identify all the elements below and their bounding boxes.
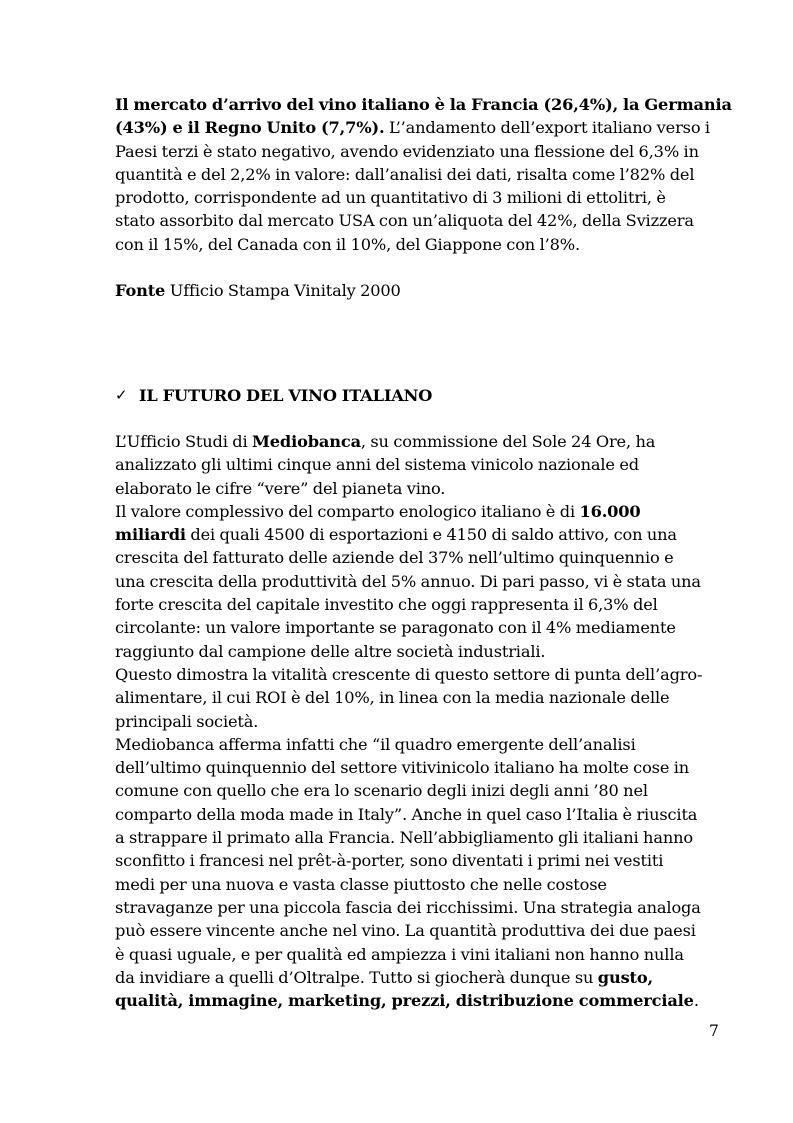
text-line: elaborato le cifre “vere” del pianeta vino. [115,478,446,498]
text-line: alimentare, il cui ROI è del 10%, in linea con la media nazionale delle [115,688,670,708]
bold-text: (43%) e il Regno Unito (7,7%). [115,118,385,138]
paragraph-market [115,93,732,256]
text-line: Paesi terzi è stato negativo, avendo evidenziato una flessione del 6,3% in [115,141,699,161]
section-heading [115,384,715,407]
text-line: qualità, immagine, marketing, prezzi, distribuzione commerciale. [115,991,699,1011]
text-line: raggiunto dal campione delle altre società industriali. [115,641,546,661]
checkmark-icon: ✓ [115,385,128,404]
text-line: quantità e del 2,2% in valore: dall’analisi dei dati, risalta come l’82% del [115,164,695,184]
plain-text: L’’andamento dell’export italiano verso i [384,118,710,138]
text-line: a strappare il primato alla Francia. Nell’abbigliamento gli italiani hanno [115,828,693,848]
bold-text: qualità, immagine, marketing, prezzi, distribuzione commerciale [115,991,694,1011]
text-line: forte crescita del capitale investito che oggi rappresenta il 6,3% del [115,595,658,615]
source-text: Ufficio Stampa Vinitaly 2000 [165,281,401,301]
text-line: prodotto, corrispondente ad un quantitativo di 3 milioni di ettolitri, è [115,188,666,208]
document-page [115,93,732,1012]
text-line: circolante: un valore importante se paragonato con il 4% mediamente [115,618,676,638]
bold-text: gusto, [597,967,654,987]
bold-text: 16.000 [579,501,641,521]
text-line: analizzato gli ultimi cinque anni del sistema vinicolo nazionale ed [115,455,640,475]
text-line: Mediobanca afferma infatti che “il quadro emergente dell’analisi [115,734,636,754]
source-label: Fonte [115,281,166,301]
text-line: principali società. [115,711,259,731]
page-number: 7 [709,1022,719,1040]
text-line: comune con quello che era lo scenario degli inizi degli anni ’80 nel [115,781,648,801]
text-line: con il 15%, del Canada con il 10%, del Giappone con l’8%. [115,234,580,254]
text-line: crescita del fatturato delle aziende del 37% nell’ultimo quinquennio e [115,548,674,568]
text-line: stato assorbito dal mercato USA con un’aliquota del 42%, della Svizzera [115,211,694,231]
text-line: Il valore complessivo del comparto enologico italiano è di 16.000 [115,501,641,521]
bold-text: Il mercato d’arrivo del vino italiano è la Francia (26,4%), la Germania [115,95,732,114]
text-line: dell’ultimo quinquennio del settore vitivinicolo italiano ha molte cose in [115,758,690,778]
text-line [115,93,732,116]
paragraph-mediobanca [115,430,715,500]
text-line: L’Ufficio Studi di Mediobanca, su commissione del Sole 24 Ore, ha [115,431,656,451]
source-line [115,279,715,302]
text-line: medi per una nuova e vasta classe piuttosto che nelle costose [115,874,607,894]
text-line: da invidiare a quelli d’Oltralpe. Tutto si giocherà dunque su gusto, [115,967,654,987]
text-line [115,116,715,139]
spacer [115,256,715,279]
text-line: può essere vincente anche nel vino. La quantità produttiva dei due paesi [115,921,696,941]
text-line: miliardi dei quali 4500 di esportazioni e 4150 di saldo attivo, con una [115,525,677,545]
text-line: Questo dimostra la vitalità crescente di questo settore di punta dell’agro- [115,664,703,684]
spacer [115,303,715,384]
spacer [115,407,715,430]
text-line: è quasi uguale, e per qualità ed ampiezza i vini italiani non hanno nulla [115,944,684,964]
bold-text: miliardi [115,525,186,545]
paragraph-vitalita [115,663,715,733]
text-line: una crescita della produttività del 5% annuo. Di pari passo, vi è stata una [115,571,701,591]
paragraph-moda [115,733,715,1013]
text-line: stravaganze per una piccola fascia dei ricchissimi. Una strategia analoga [115,897,701,917]
paragraph-valore [115,500,715,663]
text-line: comparto della moda made in Italy”. Anche in quel caso l’Italia è riuscita [115,804,698,824]
section-title: IL FUTURO DEL VINO ITALIANO [139,385,433,405]
bold-text: Mediobanca [252,431,361,451]
text-line: sconfitto i francesi nel prêt-à-porter, sono diventati i primi nei vestiti [115,851,664,871]
